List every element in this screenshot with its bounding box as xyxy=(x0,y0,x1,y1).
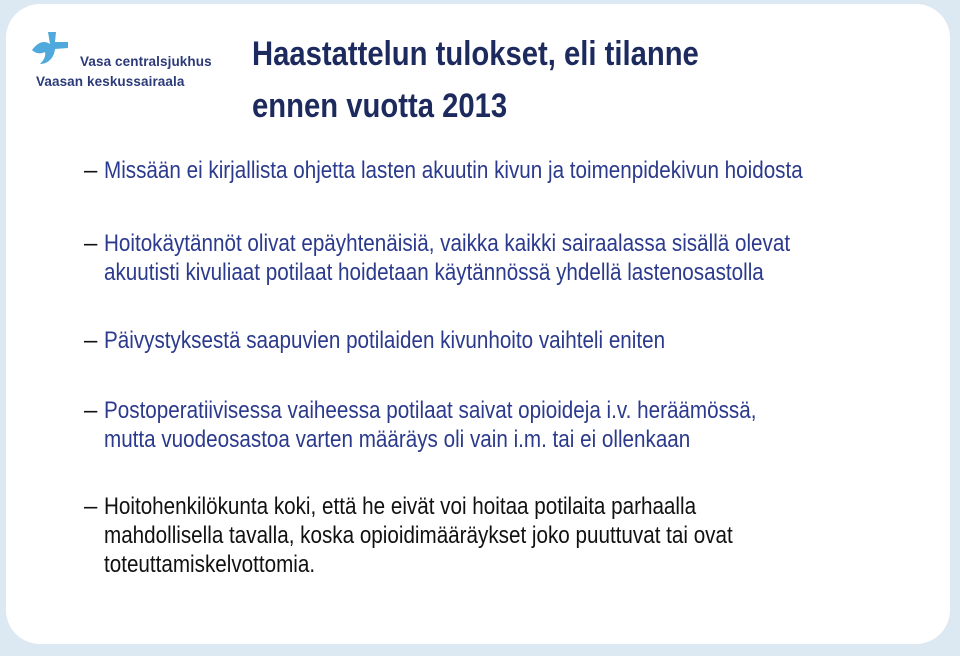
title-line-1: Haastattelun tulokset, eli tilanne xyxy=(252,35,699,73)
bullet-item xyxy=(84,326,944,355)
bullet-text-line: akuutisti kivuliaat potilaat hoidetaan käytännössä yhdellä lastenosastolla xyxy=(104,259,764,286)
bullet-item xyxy=(84,156,944,185)
bullet-item xyxy=(84,396,944,454)
bullet-text-line: toteuttamiskelvottomia. xyxy=(104,551,316,578)
bullet-text-line: mutta vuodeosastoa varten määräys oli vain i.m. tai ei ollenkaan xyxy=(104,426,691,453)
bullet-text-line: Päivystyksestä saapuvien potilaiden kivunhoito vaihteli eniten xyxy=(104,327,666,354)
bullet-dash: – xyxy=(84,327,98,354)
logo-text-finnish: Vaasan keskussairaala xyxy=(36,74,185,89)
bullet-text-line: Hoitohenkilökunta koki, että he eivät voi hoitaa potilaita parhaalla xyxy=(104,493,697,520)
title-line-2: ennen vuotta 2013 xyxy=(252,87,508,125)
bullet-dash: – xyxy=(84,493,98,520)
bullet-item xyxy=(84,492,944,579)
bullet-dash: – xyxy=(84,397,98,424)
bullet-dash: – xyxy=(84,230,98,257)
bullet-text-line: Hoitokäytännöt olivat epäyhtenäisiä, vaikka kaikki sairaalassa sisällä olevat xyxy=(104,230,791,257)
bullet-dash: – xyxy=(84,157,98,184)
bullet-item xyxy=(84,229,944,287)
bullet-text-line: Postoperatiivisessa vaiheessa potilaat saivat opioideja i.v. heräämössä, xyxy=(104,397,757,424)
logo-text-swedish: Vasa centralsjukhus xyxy=(80,54,212,69)
bullet-text-line: mahdollisella tavalla, koska opioidimääräykset joko puuttuvat tai ovat xyxy=(104,522,733,549)
bullet-text-line: Missään ei kirjallista ohjetta lasten akuutin kivun ja toimenpidekivun hoidosta xyxy=(104,157,803,184)
